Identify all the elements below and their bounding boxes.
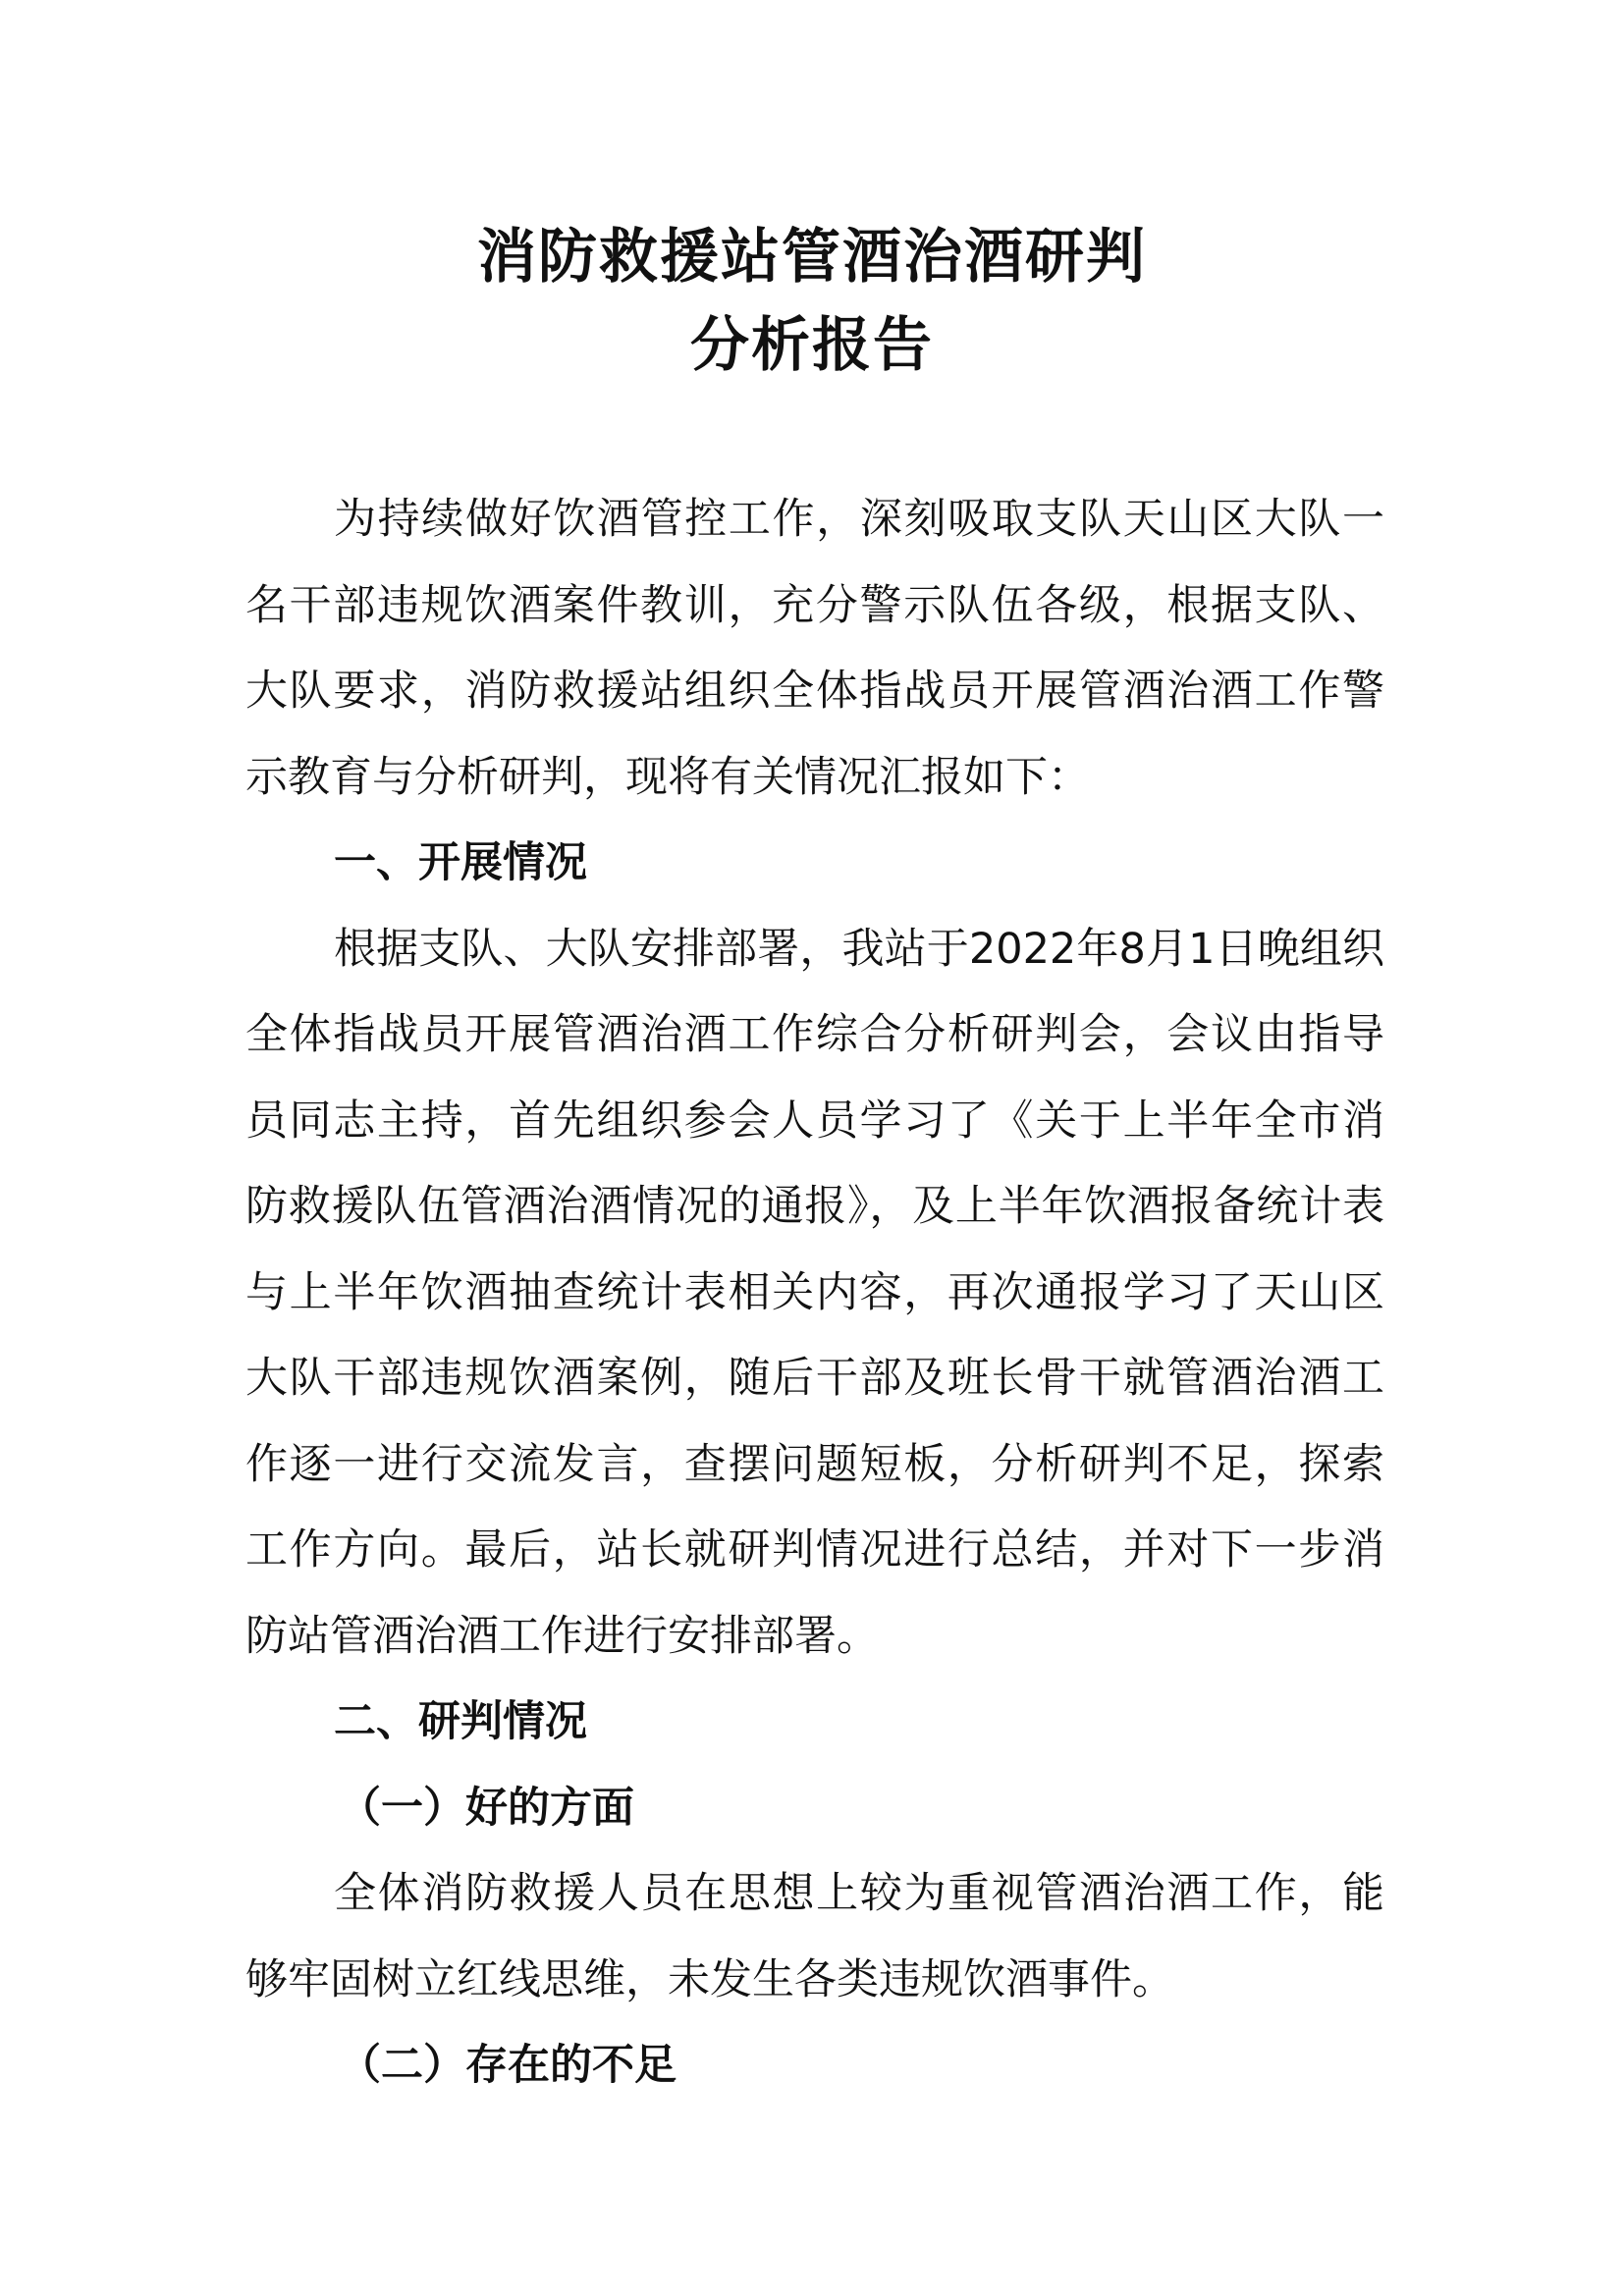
subsection-2-heading: （二）存在的不足 <box>339 2041 677 2090</box>
section-1-heading: 一、开展情况 <box>334 838 587 887</box>
document-title-line-2: 分析报告 <box>690 311 934 380</box>
intro-paragraph: 为持续做好饮酒管控工作，深刻吸取支队天山区大队一名干部违规饮酒案件教训，充分警示队伍各级，根据支队、大队要求，消防救援站组织全体指战员开展管酒治酒工作警示教育与分析研判，现将有关情况汇报如下： <box>245 495 1384 802</box>
subsection-1-heading: （一）好的方面 <box>339 1783 634 1833</box>
document-title-line-1: 消防救援站管酒治酒研判 <box>477 223 1147 292</box>
document-body <box>245 477 1384 2109</box>
section-1-paragraph: 根据支队、大队安排部署，我站于2022年8月1日晚组织全体指战员开展管酒治酒工作综合分析研判会，会议由指导员同志主持，首先组织参会人员学习了《关于上半年全市消防救援队伍管酒治酒情况的通报》，及上半年饮酒报备统计表与上半年饮酒抽查统计表相关内容，再次通报学习了天山区大队干部违规饮酒案例，随后干部及班长骨干就管酒治酒工作逐一进行交流发言，查摆问题短板，分析研判不足，探索工作方向。最后，站长就研判情况进行总结，并对下一步消防站管酒治酒工作进行安排部署。 <box>245 924 1384 1661</box>
subsection-1-paragraph: 全体消防救援人员在思想上较为重视管酒治酒工作，能够牢固树立红线思维，未发生各类违规饮酒事件。 <box>245 1869 1384 2004</box>
section-2-heading: 二、研判情况 <box>334 1697 587 1746</box>
